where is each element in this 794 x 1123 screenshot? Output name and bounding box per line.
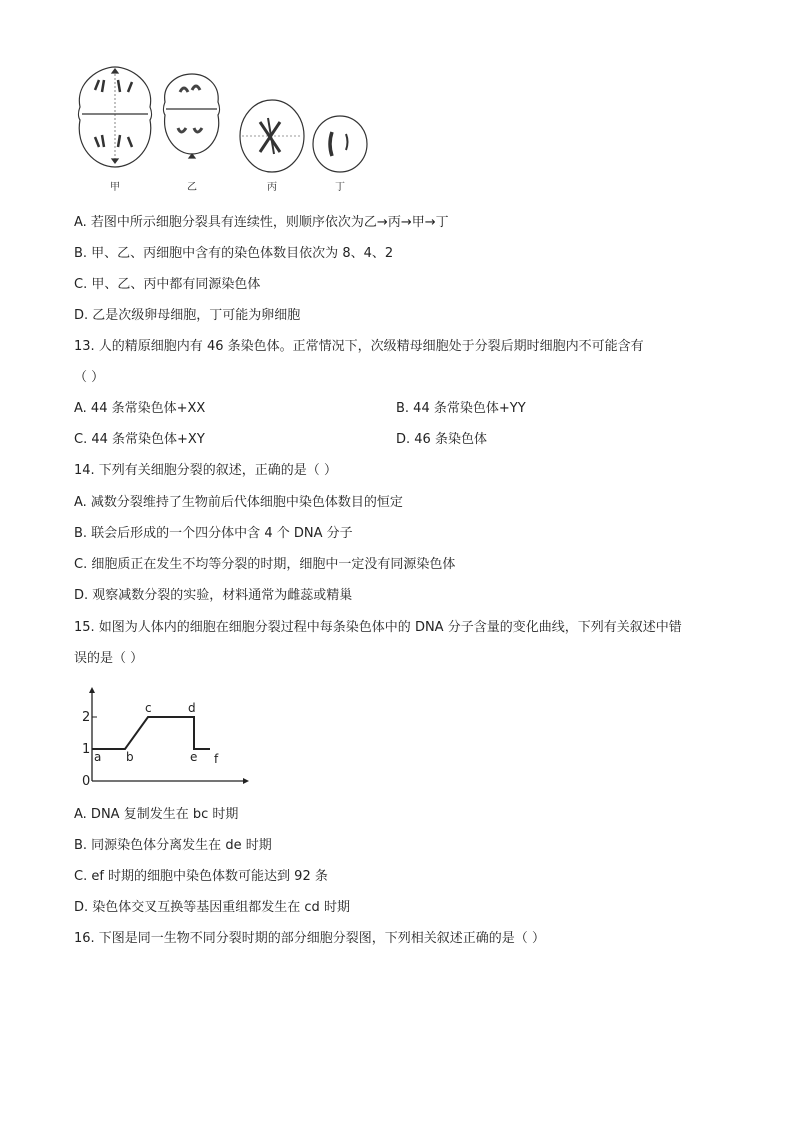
- q14-option-d: D. 观察减数分裂的实验，材料通常为雌蕊或精巢: [74, 588, 353, 603]
- y-tick-1: 1: [82, 742, 91, 757]
- y-axis-arrow: [89, 687, 95, 693]
- q15-stem: 15. 如图为人体内的细胞在细胞分裂过程中每条染色体中的 DNA 分子含量的变化曲线，下列有关叙述中错: [74, 620, 682, 635]
- q12-option-d: D. 乙是次级卵母细胞，丁可能为卵细胞: [74, 308, 301, 323]
- q12-option-c: C. 甲、乙、丙中都有同源染色体: [74, 277, 261, 292]
- q16-stem: 16. 下图是同一生物不同分裂时期的部分细胞分裂图，下列相关叙述正确的是（ ）: [74, 931, 545, 946]
- y-tick-2: 2: [82, 710, 91, 725]
- q15-option-c: C. ef 时期的细胞中染色体数可能达到 92 条: [74, 869, 328, 884]
- cell-yi: [164, 74, 220, 158]
- q13-stem-bracket: （ ）: [74, 370, 105, 385]
- q13-option-a: A. 44 条常染色体+XX: [74, 401, 206, 416]
- q14-stem: 14. 下列有关细胞分裂的叙述，正确的是（ ）: [74, 463, 337, 478]
- q12-option-a: A. 若图中所示细胞分裂具有连续性，则顺序依次为乙→丙→甲→丁: [74, 215, 449, 230]
- dna-content-chart: [70, 685, 255, 790]
- q15-option-b: B. 同源染色体分离发生在 de 时期: [74, 838, 272, 853]
- point-b: b: [126, 750, 134, 764]
- q12-option-b: B. 甲、乙、丙细胞中含有的染色体数目依次为 8、4、2: [74, 246, 394, 261]
- point-d: d: [188, 701, 196, 715]
- q15-stem-end: 误的是（ ）: [74, 651, 144, 666]
- q14-option-b: B. 联会后形成的一个四分体中含 4 个 DNA 分子: [74, 526, 353, 541]
- q13-option-d: D. 46 条染色体: [396, 432, 487, 447]
- q14-option-c: C. 细胞质正在发生不均等分裂的时期，细胞中一定没有同源染色体: [74, 557, 456, 572]
- q14-option-a: A. 减数分裂维持了生物前后代体细胞中染色体数目的恒定: [74, 495, 403, 510]
- dna-curve: [92, 717, 210, 749]
- point-f: f: [214, 752, 219, 766]
- cell-label-bing: 丙: [267, 182, 277, 193]
- q15-option-a: A. DNA 复制发生在 bc 时期: [74, 807, 239, 822]
- point-a: a: [94, 750, 102, 764]
- x-axis-arrow: [243, 778, 249, 784]
- y-tick-0: 0: [82, 774, 91, 789]
- q15-option-d: D. 染色体交叉互换等基因重组都发生在 cd 时期: [74, 900, 350, 915]
- cell-ding: [313, 116, 367, 172]
- point-e: e: [190, 750, 198, 764]
- cell-bing: [240, 100, 304, 172]
- cell-jia: [79, 67, 152, 167]
- cell-label-jia: 甲: [110, 182, 120, 193]
- q13-option-c: C. 44 条常染色体+XY: [74, 432, 205, 447]
- q13-option-b: B. 44 条常染色体+YY: [396, 401, 526, 416]
- cell-label-ding: 丁: [335, 182, 345, 193]
- cell-label-yi: 乙: [187, 182, 197, 193]
- point-c: c: [145, 701, 152, 715]
- q13-stem: 13. 人的精原细胞内有 46 条染色体。正常情况下，次级精母细胞处于分裂后期时细胞内不可能含有: [74, 339, 644, 354]
- cell-division-figure: [70, 62, 380, 202]
